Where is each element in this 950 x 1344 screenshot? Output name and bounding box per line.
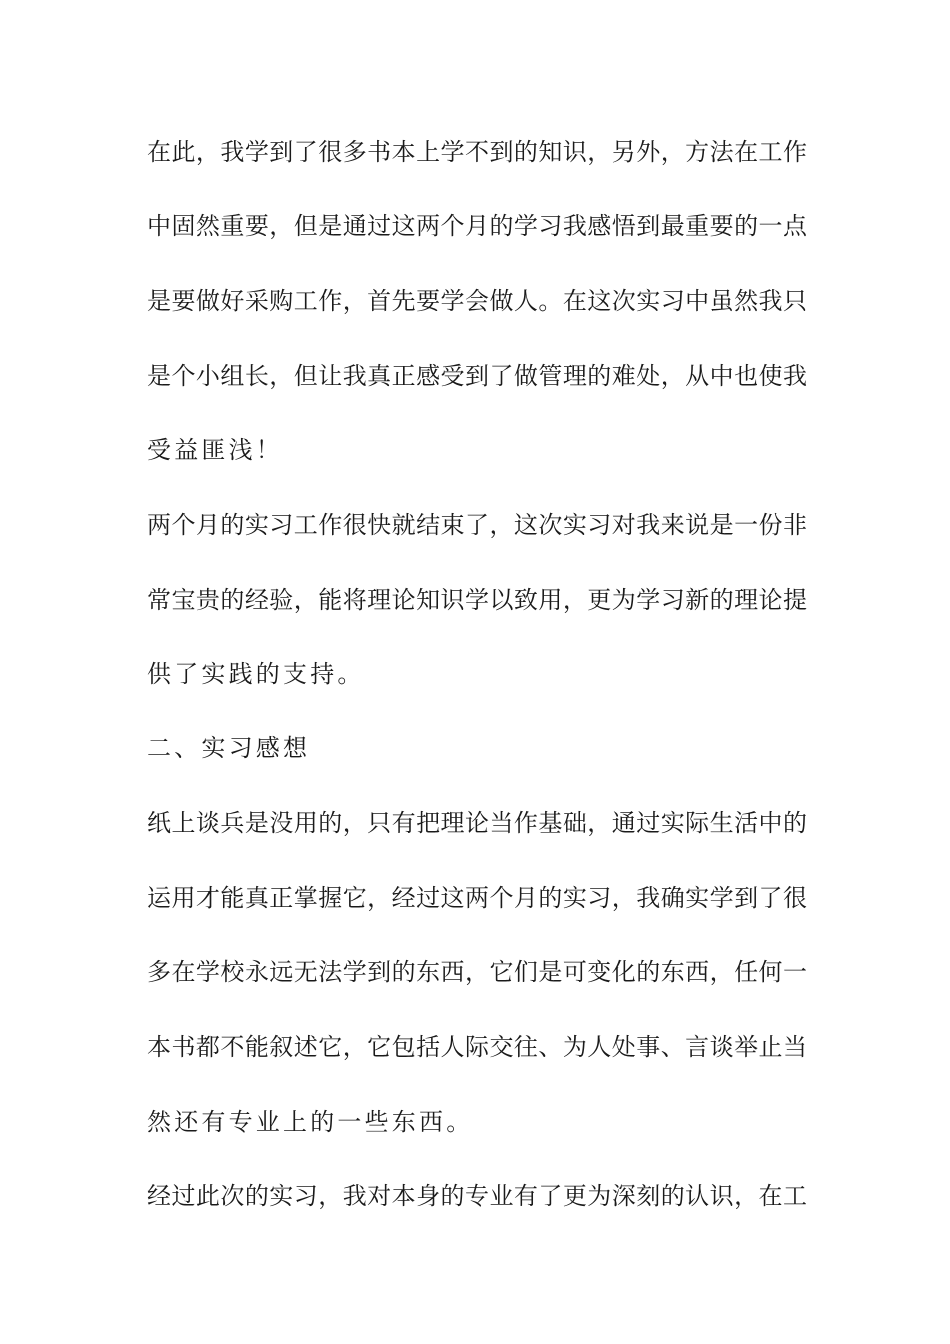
text-line: 供了实践的支持。	[147, 660, 365, 688]
text-line: 然还有专业上的一些东西。	[147, 1108, 474, 1136]
section-heading: 二、实习感想	[147, 734, 311, 762]
text-line: 经过此次的实习，我对本身的专业有了更为深刻的认识，在工	[147, 1182, 807, 1210]
text-line: 多在学校永远无法学到的东西，它们是可变化的东西，任何一	[147, 958, 807, 986]
text-line: 中固然重要，但是通过这两个月的学习我感悟到最重要的一点	[147, 212, 807, 240]
text-line: 受益匪浅！	[147, 436, 283, 464]
text-line: 纸上谈兵是没用的，只有把理论当作基础，通过实际生活中的	[147, 809, 807, 837]
text-line: 是个小组长，但让我真正感受到了做管理的难处，从中也使我	[147, 362, 807, 390]
text-line: 两个月的实习工作很快就结束了，这次实习对我来说是一份非	[147, 511, 807, 539]
text-line: 本书都不能叙述它，它包括人际交往、为人处事、言谈举止当	[147, 1033, 807, 1061]
text-line: 在此，我学到了很多书本上学不到的知识，另外，方法在工作	[147, 138, 807, 166]
text-line: 运用才能真正掌握它，经过这两个月的实习，我确实学到了很	[147, 884, 807, 912]
text-line: 常宝贵的经验，能将理论知识学以致用，更为学习新的理论提	[147, 586, 807, 614]
text-line: 是要做好采购工作，首先要学会做人。在这次实习中虽然我只	[147, 287, 807, 315]
